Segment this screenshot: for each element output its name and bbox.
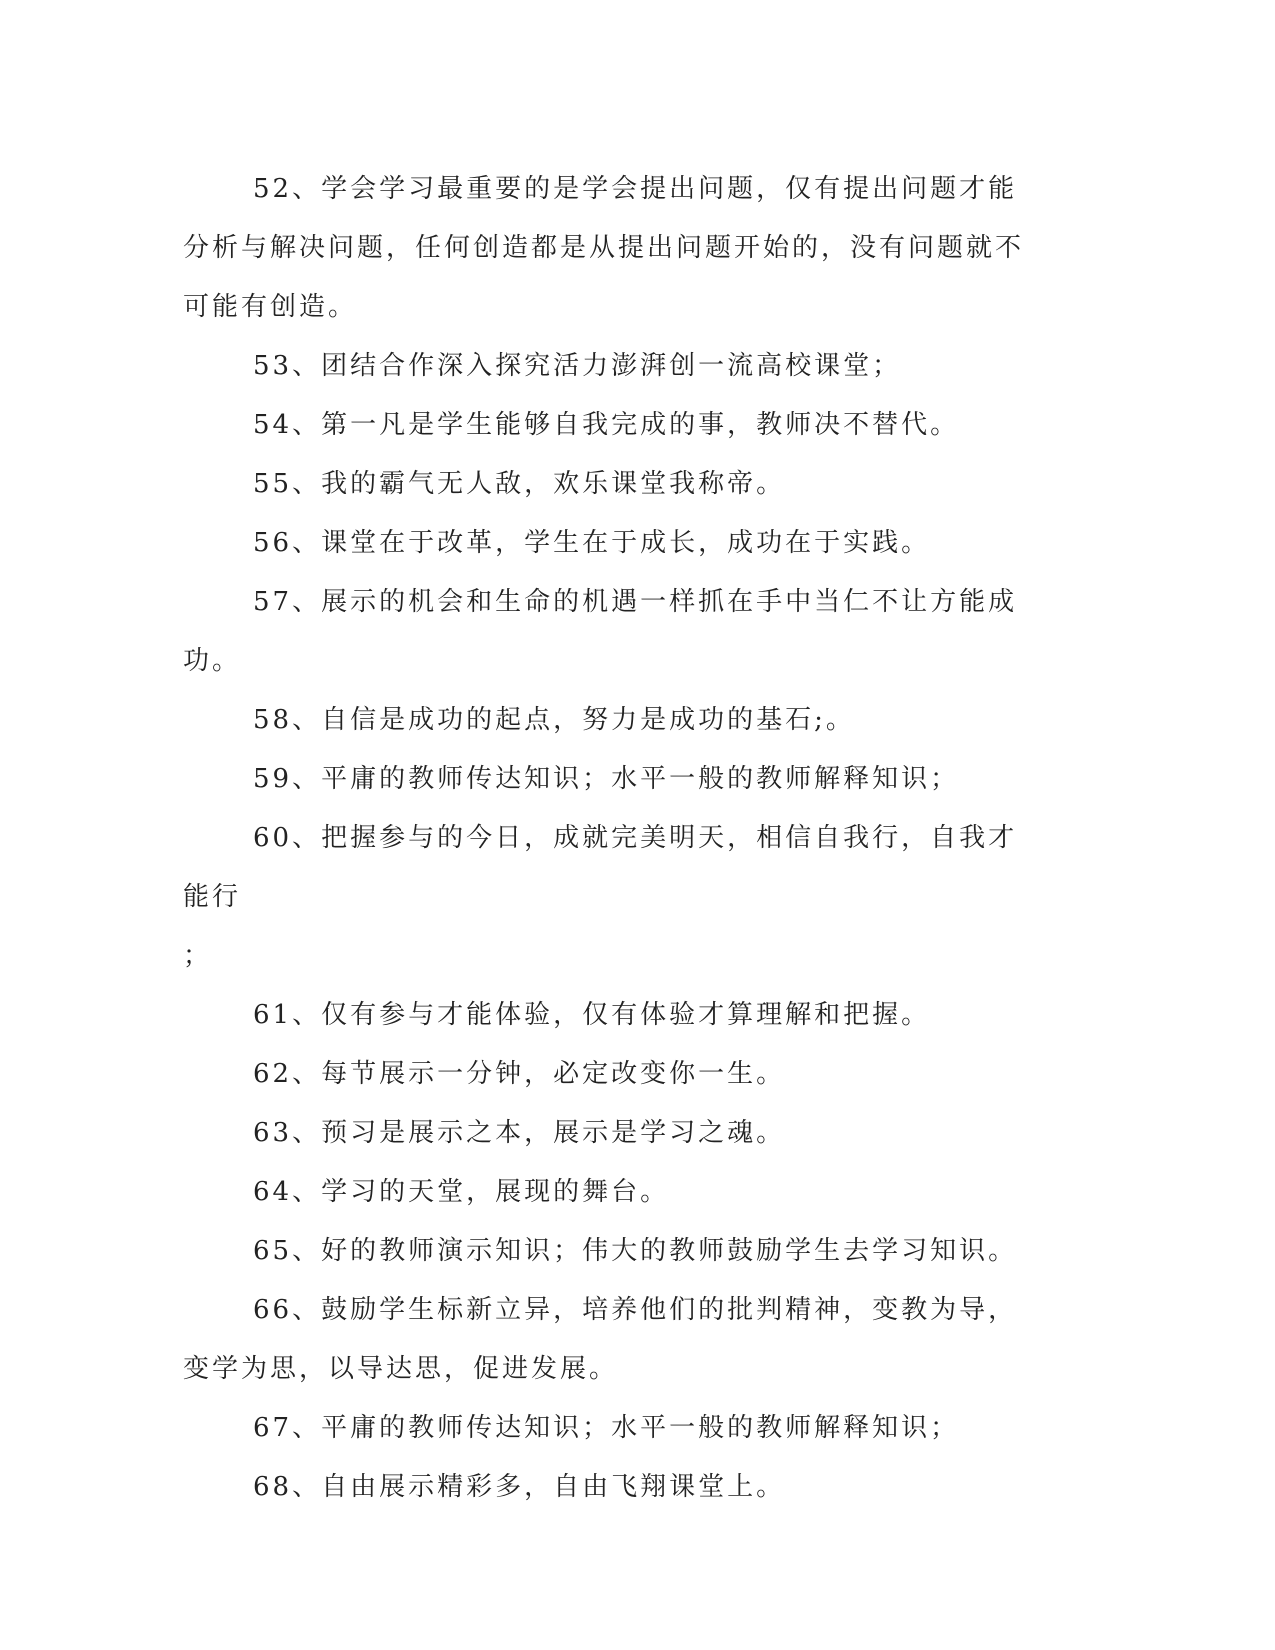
- paragraph-66: 66、鼓励学生标新立异，培养他们的批判精神，变教为导，变学为思，以导达思，促进发展。: [183, 1295, 1018, 1384]
- paragraph-68: 68、自由展示精彩多，自由飞翔课堂上。: [253, 1472, 786, 1502]
- paragraph-58: 58、自信是成功的起点，努力是成功的基石;。: [253, 705, 855, 735]
- paragraph-63: 63、预习是展示之本，展示是学习之魂。: [253, 1118, 786, 1148]
- paragraph-60: 60、把握参与的今日，成就完美明天，相信自我行，自我才能行: [183, 823, 1018, 912]
- paragraph-62: 62、每节展示一分钟，必定改变你一生。: [253, 1059, 786, 1089]
- paragraph-53: 53、团结合作深入探究活力澎湃创一流高校课堂；: [253, 351, 902, 381]
- paragraph-65: 65、好的教师演示知识；伟大的教师鼓励学生去学习知识。: [253, 1236, 1018, 1266]
- paragraph-55: 55、我的霸气无人敌，欢乐课堂我称帝。: [253, 469, 786, 499]
- paragraph-61: 61、仅有参与才能体验，仅有体验才算理解和把握。: [253, 1000, 931, 1030]
- paragraph-54: 54、第一凡是学生能够自我完成的事，教师决不替代。: [253, 410, 960, 440]
- paragraph-52: 52、学会学习最重要的是学会提出问题，仅有提出问题才能分析与解决问题，任何创造都是从提出问题开始的，没有问题就不可能有创造。: [183, 174, 1025, 322]
- paragraph-56: 56、课堂在于改革，学生在于成长，成功在于实践。: [253, 528, 931, 558]
- paragraph-67: 67、平庸的教师传达知识；水平一般的教师解释知识；: [253, 1413, 960, 1443]
- paragraph-60-continuation: ；: [183, 941, 213, 971]
- paragraph-59: 59、平庸的教师传达知识；水平一般的教师解释知识；: [253, 764, 960, 794]
- paragraph-57: 57、展示的机会和生命的机遇一样抓在手中当仁不让方能成功。: [183, 587, 1018, 676]
- document-body: [183, 160, 1029, 1517]
- paragraph-64: 64、学习的天堂，展现的舞台。: [253, 1177, 670, 1207]
